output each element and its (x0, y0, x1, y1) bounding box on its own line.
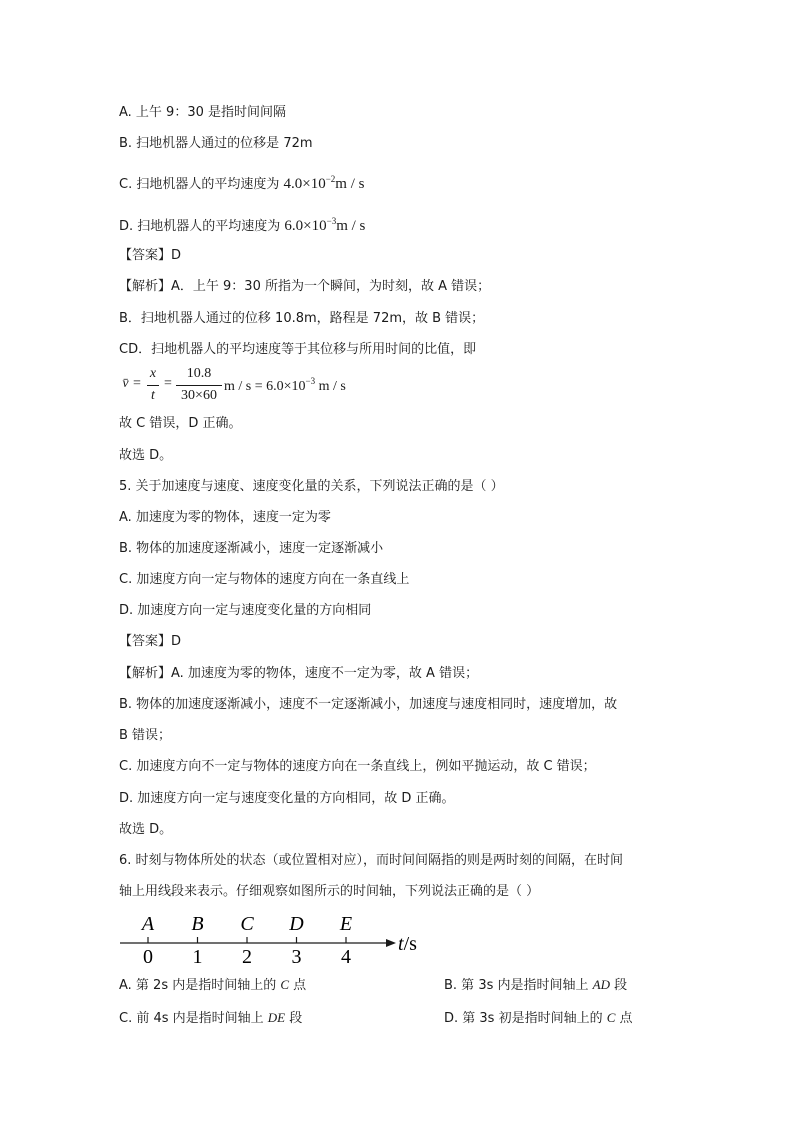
q4-option-d-text: D. 扫地机器人的平均速度为 (119, 219, 285, 234)
time-axis-point-A: A (141, 913, 155, 935)
time-axis-number-0: 0 (143, 946, 153, 968)
q6-option-b-pre: B. 第 3s 内是指时间轴上 (444, 978, 593, 993)
q4-option-c-value: 4.0×10 (283, 176, 326, 192)
formula-bar-2 (176, 385, 222, 386)
q5-answer: 【答案】D (119, 634, 182, 649)
q4-analysis-line-2: B．扫地机器人通过的位移 10.8m，路程是 72m，故 B 错误； (119, 311, 485, 326)
q6-option-d-post: 点 (615, 1011, 633, 1026)
q5-analysis-line-2: B. 物体的加速度逐渐减小，速度不一定逐渐减小，加速度与速度相同时，速度增加，故 (119, 697, 618, 712)
formula-bar-1 (147, 385, 159, 386)
q5-analysis-line-3: B 错误； (119, 728, 172, 743)
formula-rest (224, 376, 346, 395)
q4-option-c-unit: m / s (335, 176, 365, 192)
q5-option-a: A. 加速度为零的物体，速度一定为零 (119, 510, 331, 525)
q6-stem-line-1: 6. 时刻与物体所处的状态（或位置相对应），而时间间隔指的则是两时刻的间隔，在时间 (119, 853, 624, 868)
q4-option-b: B. 扫地机器人通过的位移是 72m (119, 136, 313, 151)
q4-analysis-line-3: CD．扫地机器人的平均速度等于其位移与所用时间的比值，即 (119, 342, 477, 357)
q6-option-c-post: 段 (285, 1011, 303, 1026)
formula-rest-text: m / s = 6.0×10 (224, 379, 306, 394)
time-axis-diagram (110, 905, 440, 975)
formula-num-1: x (149, 366, 157, 381)
q6-option-a (119, 975, 306, 996)
time-axis-arrowhead (386, 939, 396, 947)
time-axis-unit-var: t (398, 933, 404, 955)
q5-analysis-line-4: C. 加速度方向不一定与物体的速度方向在一条直线上，例如平抛运动，故 C 错误； (119, 759, 596, 774)
q4-option-d-unit: m / s (336, 218, 366, 234)
q6-option-b (444, 975, 627, 996)
q6-option-d-pre: D. 第 3s 初是指时间轴上的 (444, 1011, 607, 1026)
formula-den-2: 30×60 (181, 388, 217, 403)
time-axis-number-2: 2 (242, 946, 252, 968)
formula-rest-unit: m / s (315, 379, 346, 394)
q4-option-c-text: C. 扫地机器人的平均速度为 (119, 177, 284, 192)
q6-option-a-var: C (280, 977, 290, 992)
q5-analysis-line-5: D. 加速度方向一定与速度变化量的方向相同，故 D 正确。 (119, 791, 455, 806)
formula-rest-exp: −3 (305, 376, 316, 386)
q5-option-d: D. 加速度方向一定与速度变化量的方向相同 (119, 603, 372, 618)
time-axis-number-4: 4 (341, 946, 351, 968)
q5-analysis-line-1: 【解析】A. 加速度为零的物体，速度不一定为零，故 A 错误； (119, 666, 479, 681)
q5-analysis-line-6: 故选 D。 (119, 822, 173, 837)
time-axis-point-E: E (339, 913, 353, 935)
q4-analysis-line-4: 故 C 错误，D 正确。 (119, 416, 242, 431)
formula-lhs: v̄ = (122, 376, 142, 391)
q4-option-d (119, 211, 365, 237)
time-axis-unit-text: /s (403, 933, 417, 955)
q6-option-d (444, 1008, 633, 1029)
time-axis-point-C: C (240, 913, 254, 935)
q4-analysis-line-1: 【解析】A．上午 9：30 所指为一个瞬间，为时刻，故 A 错误； (119, 279, 491, 294)
q4-analysis-line-5: 故选 D。 (119, 448, 173, 463)
q6-option-a-post: 点 (289, 978, 307, 993)
time-axis-point-D: D (289, 913, 304, 935)
q4-option-c-exp: −2 (325, 174, 336, 184)
time-axis-number-3: 3 (291, 946, 302, 968)
formula-num-2: 10.8 (186, 366, 212, 381)
time-axis-point-B: B (191, 913, 204, 935)
q4-option-c (119, 169, 364, 195)
q4-answer: 【答案】D (119, 248, 182, 263)
q5-option-c: C. 加速度方向一定与物体的速度方向在一条直线上 (119, 572, 410, 587)
q6-option-b-post: 段 (609, 978, 628, 993)
formula-eq: = (164, 376, 172, 391)
q6-option-b-var: AD (592, 977, 610, 992)
q6-option-a-pre: A. 第 2s 内是指时间轴上的 (119, 978, 281, 993)
q5-option-b: B. 物体的加速度逐渐减小，速度一定逐渐减小 (119, 541, 384, 556)
time-axis-unit (398, 933, 417, 955)
q6-option-c-pre: C. 前 4s 内是指时间轴上 (119, 1011, 268, 1026)
q4-option-d-exp: −3 (326, 216, 337, 226)
time-axis-number-1: 1 (192, 946, 203, 968)
q5-stem: 5. 关于加速度与速度、速度变化量的关系，下列说法正确的是（ ） (119, 479, 504, 494)
q4-option-a: A. 上午 9：30 是指时间间隔 (119, 105, 287, 120)
q4-option-d-value: 6.0×10 (284, 218, 327, 234)
q6-stem-line-2: 轴上用线段来表示。仔细观察如图所示的时间轴，下列说法正确的是（ ） (119, 884, 540, 899)
formula-den-1: t (151, 388, 155, 403)
q6-option-c (119, 1008, 302, 1029)
q6-option-c-var: DE (267, 1010, 286, 1025)
q6-option-d-var: C (606, 1010, 616, 1025)
